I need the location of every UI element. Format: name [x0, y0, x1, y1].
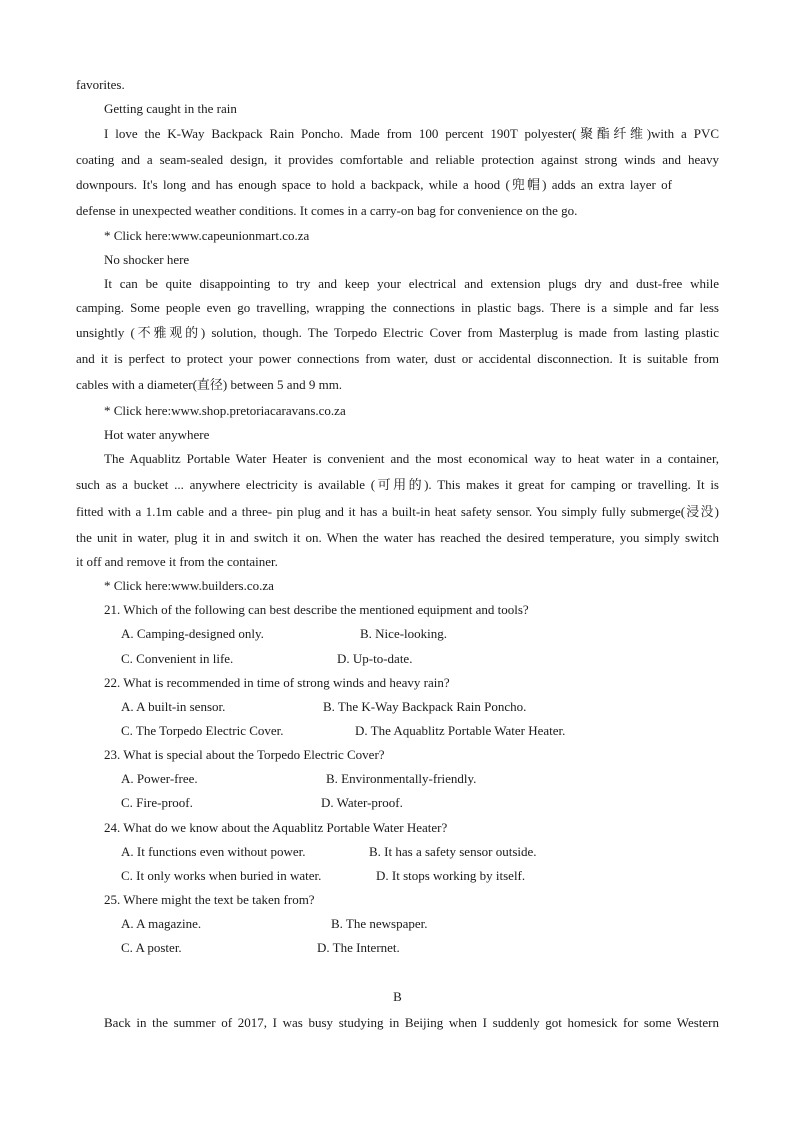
section-b-line: Back in the summer of 2017, I was busy studying in Beijing when I suddenly got homesick for some Western: [104, 1015, 719, 1030]
text-line: coating and a seam-sealed design, it provides comfortable and reliable protection against strong winds and heavy: [76, 152, 719, 167]
text-line: and it is perfect to protect your power connections from water, dust or accidental disconnection. It is suitable from: [76, 351, 719, 366]
question-22: 22. What is recommended in time of strong winds and heavy rain?: [104, 675, 450, 690]
option-25d: D. The Internet.: [317, 940, 400, 955]
option-21c: C. Convenient in life.: [121, 651, 234, 666]
text-line: The Aquablitz Portable Water Heater is convenient and the most economical way to heat water in a container,: [104, 451, 719, 466]
option-25b: B. The newspaper.: [331, 916, 428, 931]
text-line: fitted with a 1.1m cable and a three- pin plug and it has a built-in heat safety sensor. You simply fully submerge(浸没): [76, 504, 719, 519]
option-21d: D. Up-to-date.: [337, 651, 413, 666]
option-23b: B. Environmentally-friendly.: [326, 771, 477, 786]
text-line: it off and remove it from the container.: [76, 554, 278, 569]
text-line: favorites.: [76, 77, 125, 92]
link-capeunionmart[interactable]: * Click here:www.capeunionmart.co.za: [104, 228, 310, 243]
question-24: 24. What do we know about the Aquablitz Portable Water Heater?: [104, 820, 448, 835]
option-22d: D. The Aquablitz Portable Water Heater.: [355, 723, 566, 738]
text-line: downpours. It's long and has enough space to hold a backpack, while a hood (兜帽) adds an extra layer of: [76, 177, 672, 192]
option-24a: A. It functions even without power.: [121, 844, 306, 859]
question-23: 23. What is special about the Torpedo Electric Cover?: [104, 747, 385, 762]
text-line: unsightly (不雅观的) solution, though. The Torpedo Electric Cover from Masterplug is made from lasting plastic: [76, 325, 719, 340]
option-22c: C. The Torpedo Electric Cover.: [121, 723, 284, 738]
section-title-hot-water: Hot water anywhere: [104, 427, 210, 442]
text-line: defense in unexpected weather conditions. It comes in a carry-on bag for convenience on the go.: [76, 203, 578, 218]
option-21a: A. Camping-designed only.: [121, 626, 264, 641]
section-title-rain: Getting caught in the rain: [104, 101, 237, 116]
question-21: 21. Which of the following can best describe the mentioned equipment and tools?: [104, 602, 529, 617]
option-24d: D. It stops working by itself.: [376, 868, 526, 883]
option-25a: A. A magazine.: [121, 916, 202, 931]
option-23a: A. Power-free.: [121, 771, 198, 786]
link-pretoriacaravans[interactable]: * Click here:www.shop.pretoriacaravans.co.za: [104, 403, 346, 418]
section-title-shocker: No shocker here: [104, 252, 190, 267]
question-25: 25. Where might the text be taken from?: [104, 892, 315, 907]
text-line: such as a bucket ... anywhere electricity is available (可用的). This makes it great for camping or travelling. It is: [76, 477, 719, 492]
option-22b: B. The K-Way Backpack Rain Poncho.: [323, 699, 527, 714]
option-24c: C. It only works when buried in water.: [121, 868, 322, 883]
option-21b: B. Nice-looking.: [360, 626, 448, 641]
text-line: camping. Some people even go travelling, wrapping the connections in plastic bags. There is a simple and far less: [76, 300, 719, 315]
text-line: It can be quite disappointing to try and keep your electrical and extension plugs dry and dust-free while: [104, 276, 719, 291]
option-24b: B. It has a safety sensor outside.: [369, 844, 537, 859]
text-line: I love the K-Way Backpack Rain Poncho. Made from 100 percent 190T polyester(聚酯纤维)with a PVC: [104, 126, 719, 141]
section-b-heading: B: [393, 989, 402, 1004]
link-builders[interactable]: * Click here:www.builders.co.za: [104, 578, 274, 593]
text-line: cables with a diameter(直径) between 5 and 9 mm.: [76, 377, 343, 392]
option-23c: C. Fire-proof.: [121, 795, 193, 810]
option-22a: A. A built-in sensor.: [121, 699, 226, 714]
option-25c: C. A poster.: [121, 940, 182, 955]
text-line: the unit in water, plug it in and switch it on. When the water has reached the desired temperature, you simply switch: [76, 530, 719, 545]
option-23d: D. Water-proof.: [321, 795, 403, 810]
